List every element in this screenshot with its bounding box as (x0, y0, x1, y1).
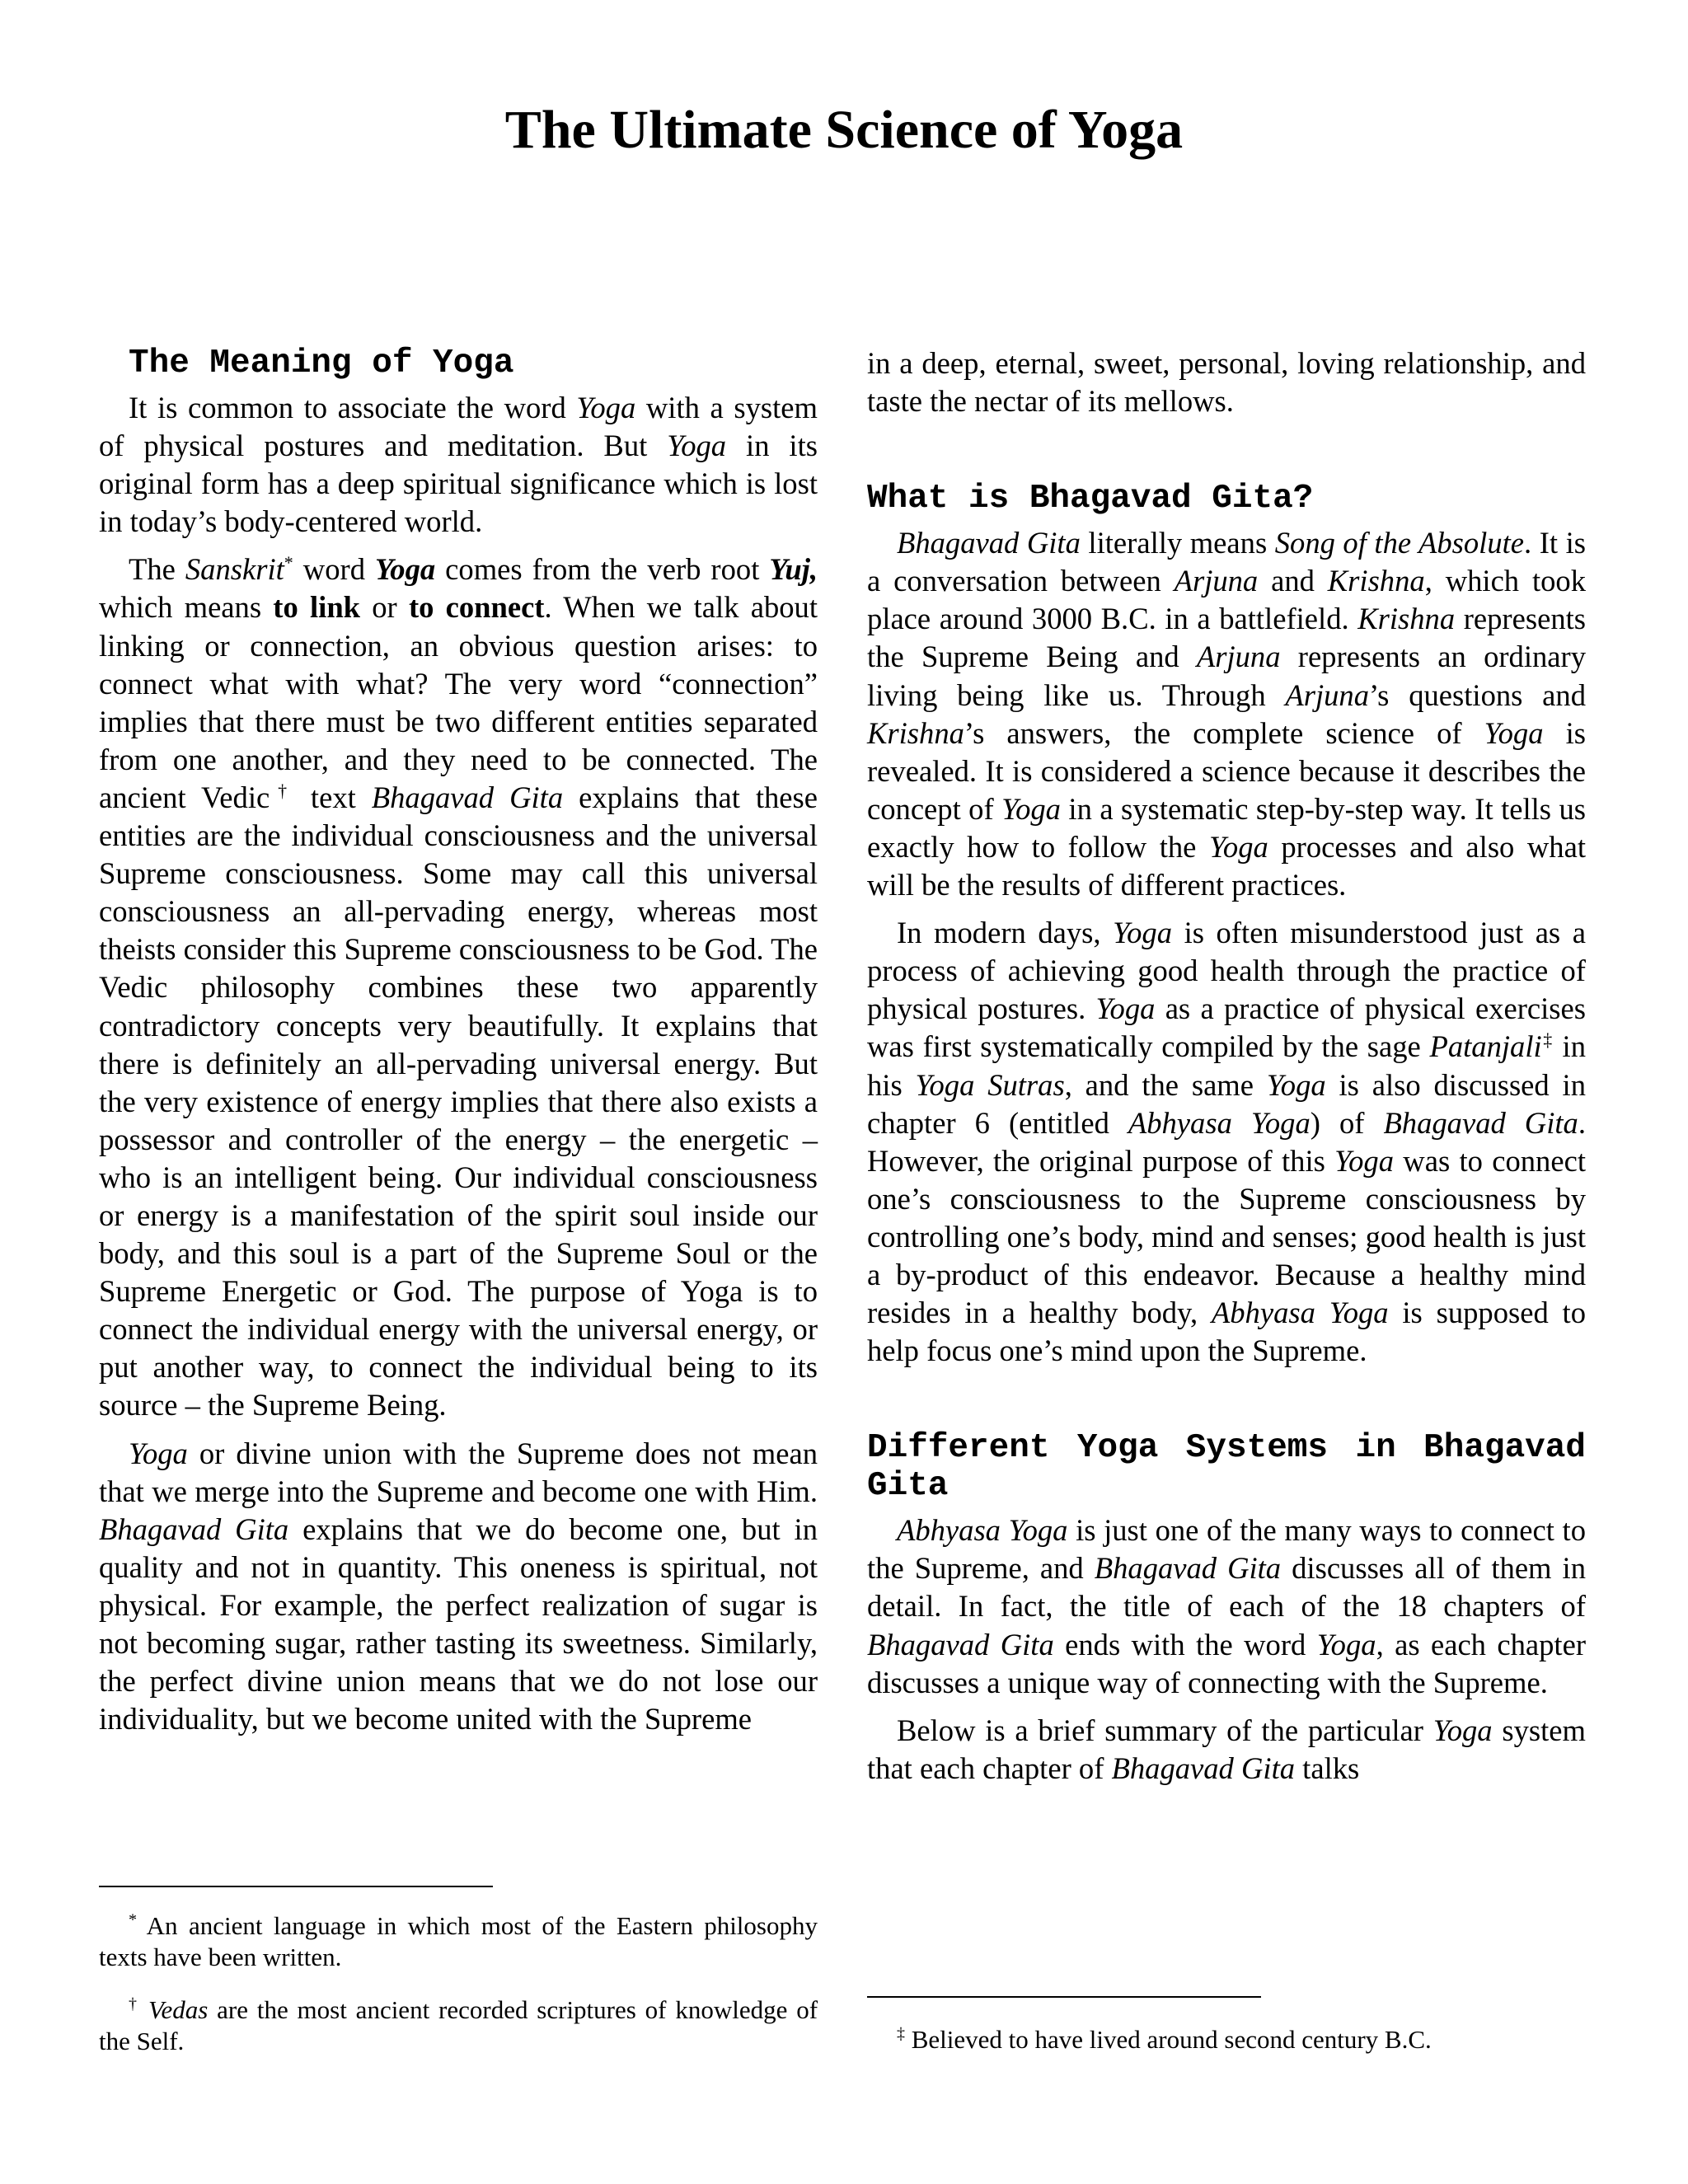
footnote-mark: † (129, 1994, 140, 2013)
footnote-divider (99, 1886, 493, 1887)
paragraph: Yoga or divine union with the Supreme does not mean that we merge into the Supreme and become one with Him. Bhagavad Gita explains that we do become one, but in quality and not in quantity. This oneness is spiritual, not physical. For example, the perfect realization of sugar is not becoming sugar, rather tasting its sweetness. Similarly, the perfect divine union means that we do not lose our individuality, but we become united with the Supreme (99, 1436, 818, 1736)
paragraph: Below is a brief summary of the particular Yoga system that each chapter of Bhagavad Gita talks (867, 1713, 1586, 1785)
left-column (99, 344, 818, 1748)
footnote-mark: * (129, 1910, 137, 1929)
footnote-divider (867, 1996, 1261, 1998)
paragraph: Bhagavad Gita literally means Song of the Absolute. It is a conversation between Arjuna and Krishna, which took place around 3000 B.C. in a battlefield. Krishna represents the Supreme Being and Arjuna represents an ordinary living being like us. Through Arjuna’s questions and Krishna’s answers, the complete science of Yoga is revealed. It is considered a science because it describes the concept of Yoga in a systematic step-by-step way. It tells us exactly how to follow the Yoga processes and also what will be the results of different practices. (867, 526, 1587, 902)
footnote-ref[interactable]: † (270, 780, 295, 801)
footnote-3 (867, 2024, 1586, 2055)
section-heading-systems: Different Yoga Systems in Bhagavad Gita (867, 1429, 1586, 1506)
paragraph: In modern days, Yoga is often misunderstood just as a process of achieving good health through the practice of physical postures. Yoga as a practice of physical exercises was first systematically compiled by the sage Patanjali‡ in his Yoga Sutras, and the same Yoga is also discussed in chapter 6 (entitled Abhyasa Yoga) of Bhagavad Gita. However, the original purpose of this Yoga was to connect one’s consciousness to the Supreme consciousness by controlling one’s body, mind and senses; good health is just a by-product of this endeavor. Because a healthy mind resides in a healthy body, Abhyasa Yoga is supposed to help focus one’s mind upon the Supreme. (867, 916, 1587, 1368)
paragraph: in a deep, eternal, sweet, personal, loving relationship, and taste the nectar of its mellows. (867, 346, 1586, 419)
section-heading-gita: What is Bhagavad Gita? (867, 480, 1314, 518)
footnote-ref[interactable]: ‡ (1541, 1029, 1554, 1051)
footnote-text: An ancient language in which most of the Eastern philosophy texts have been written. (99, 1911, 818, 1971)
footnote-ref[interactable]: * (284, 552, 293, 574)
paragraph: The Sanskrit* word Yoga comes from the verb root Yuj, which means to link or to connect. When we talk about linking or connection, an obvious question arises: to connect what with what? The very word “connection” implies that there must be two different entities separated from one another, and they need to be connected. The ancient Vedic† text Bhagavad Gita explains that these entities are the individual consciousness and the universal Supreme consciousness. Some may call this universal consciousness an all-pervading energy, whereas most theists consider this Supreme consciousness to be God. The Vedic philosophy combines these two apparently contradictory concepts very beautifully. It explains that there is definitely an all-pervading universal energy. But the very existence of energy implies that there also exists a possessor and controller of the energy – the energetic – who is an intelligent being. Our individual consciousness or energy is a manifestation of the spirit soul inside our body, and this soul is a part of the Supreme Soul or the Supreme Energetic or God. The purpose of Yoga is to connect the individual energy with the universal energy, or put another way, to connect the individual being to its source – the Supreme Being. (99, 552, 818, 1422)
section-heading-meaning: The Meaning of Yoga (129, 344, 514, 382)
footnote-mark: ‡ (897, 2024, 905, 2043)
footnote-italic-text: Vedas (148, 1995, 209, 2024)
right-column (867, 344, 1586, 1797)
paragraph: It is common to associate the word Yoga with a system of physical postures and meditation. But Yoga in its original form has a deep spiritual significance which is lost in today’s body-centered world. (99, 391, 818, 539)
footnote-text: are the most ancient recorded scriptures of knowledge of the Self. (99, 1995, 818, 2055)
footnote-1 (99, 1910, 818, 1973)
footnote-text: Believed to have lived around second century B.C. (911, 2025, 1432, 2054)
paragraph: Abhyasa Yoga is just one of the many ways to connect to the Supreme, and Bhagavad Gita discusses all of them in detail. In fact, the title of each of the 18 chapters of Bhagavad Gita ends with the word Yoga, as each chapter discusses a unique way of connecting with the Supreme. (867, 1513, 1586, 1699)
page-title: The Ultimate Science of Yoga (504, 100, 1184, 160)
footnote-2 (99, 1994, 818, 2057)
